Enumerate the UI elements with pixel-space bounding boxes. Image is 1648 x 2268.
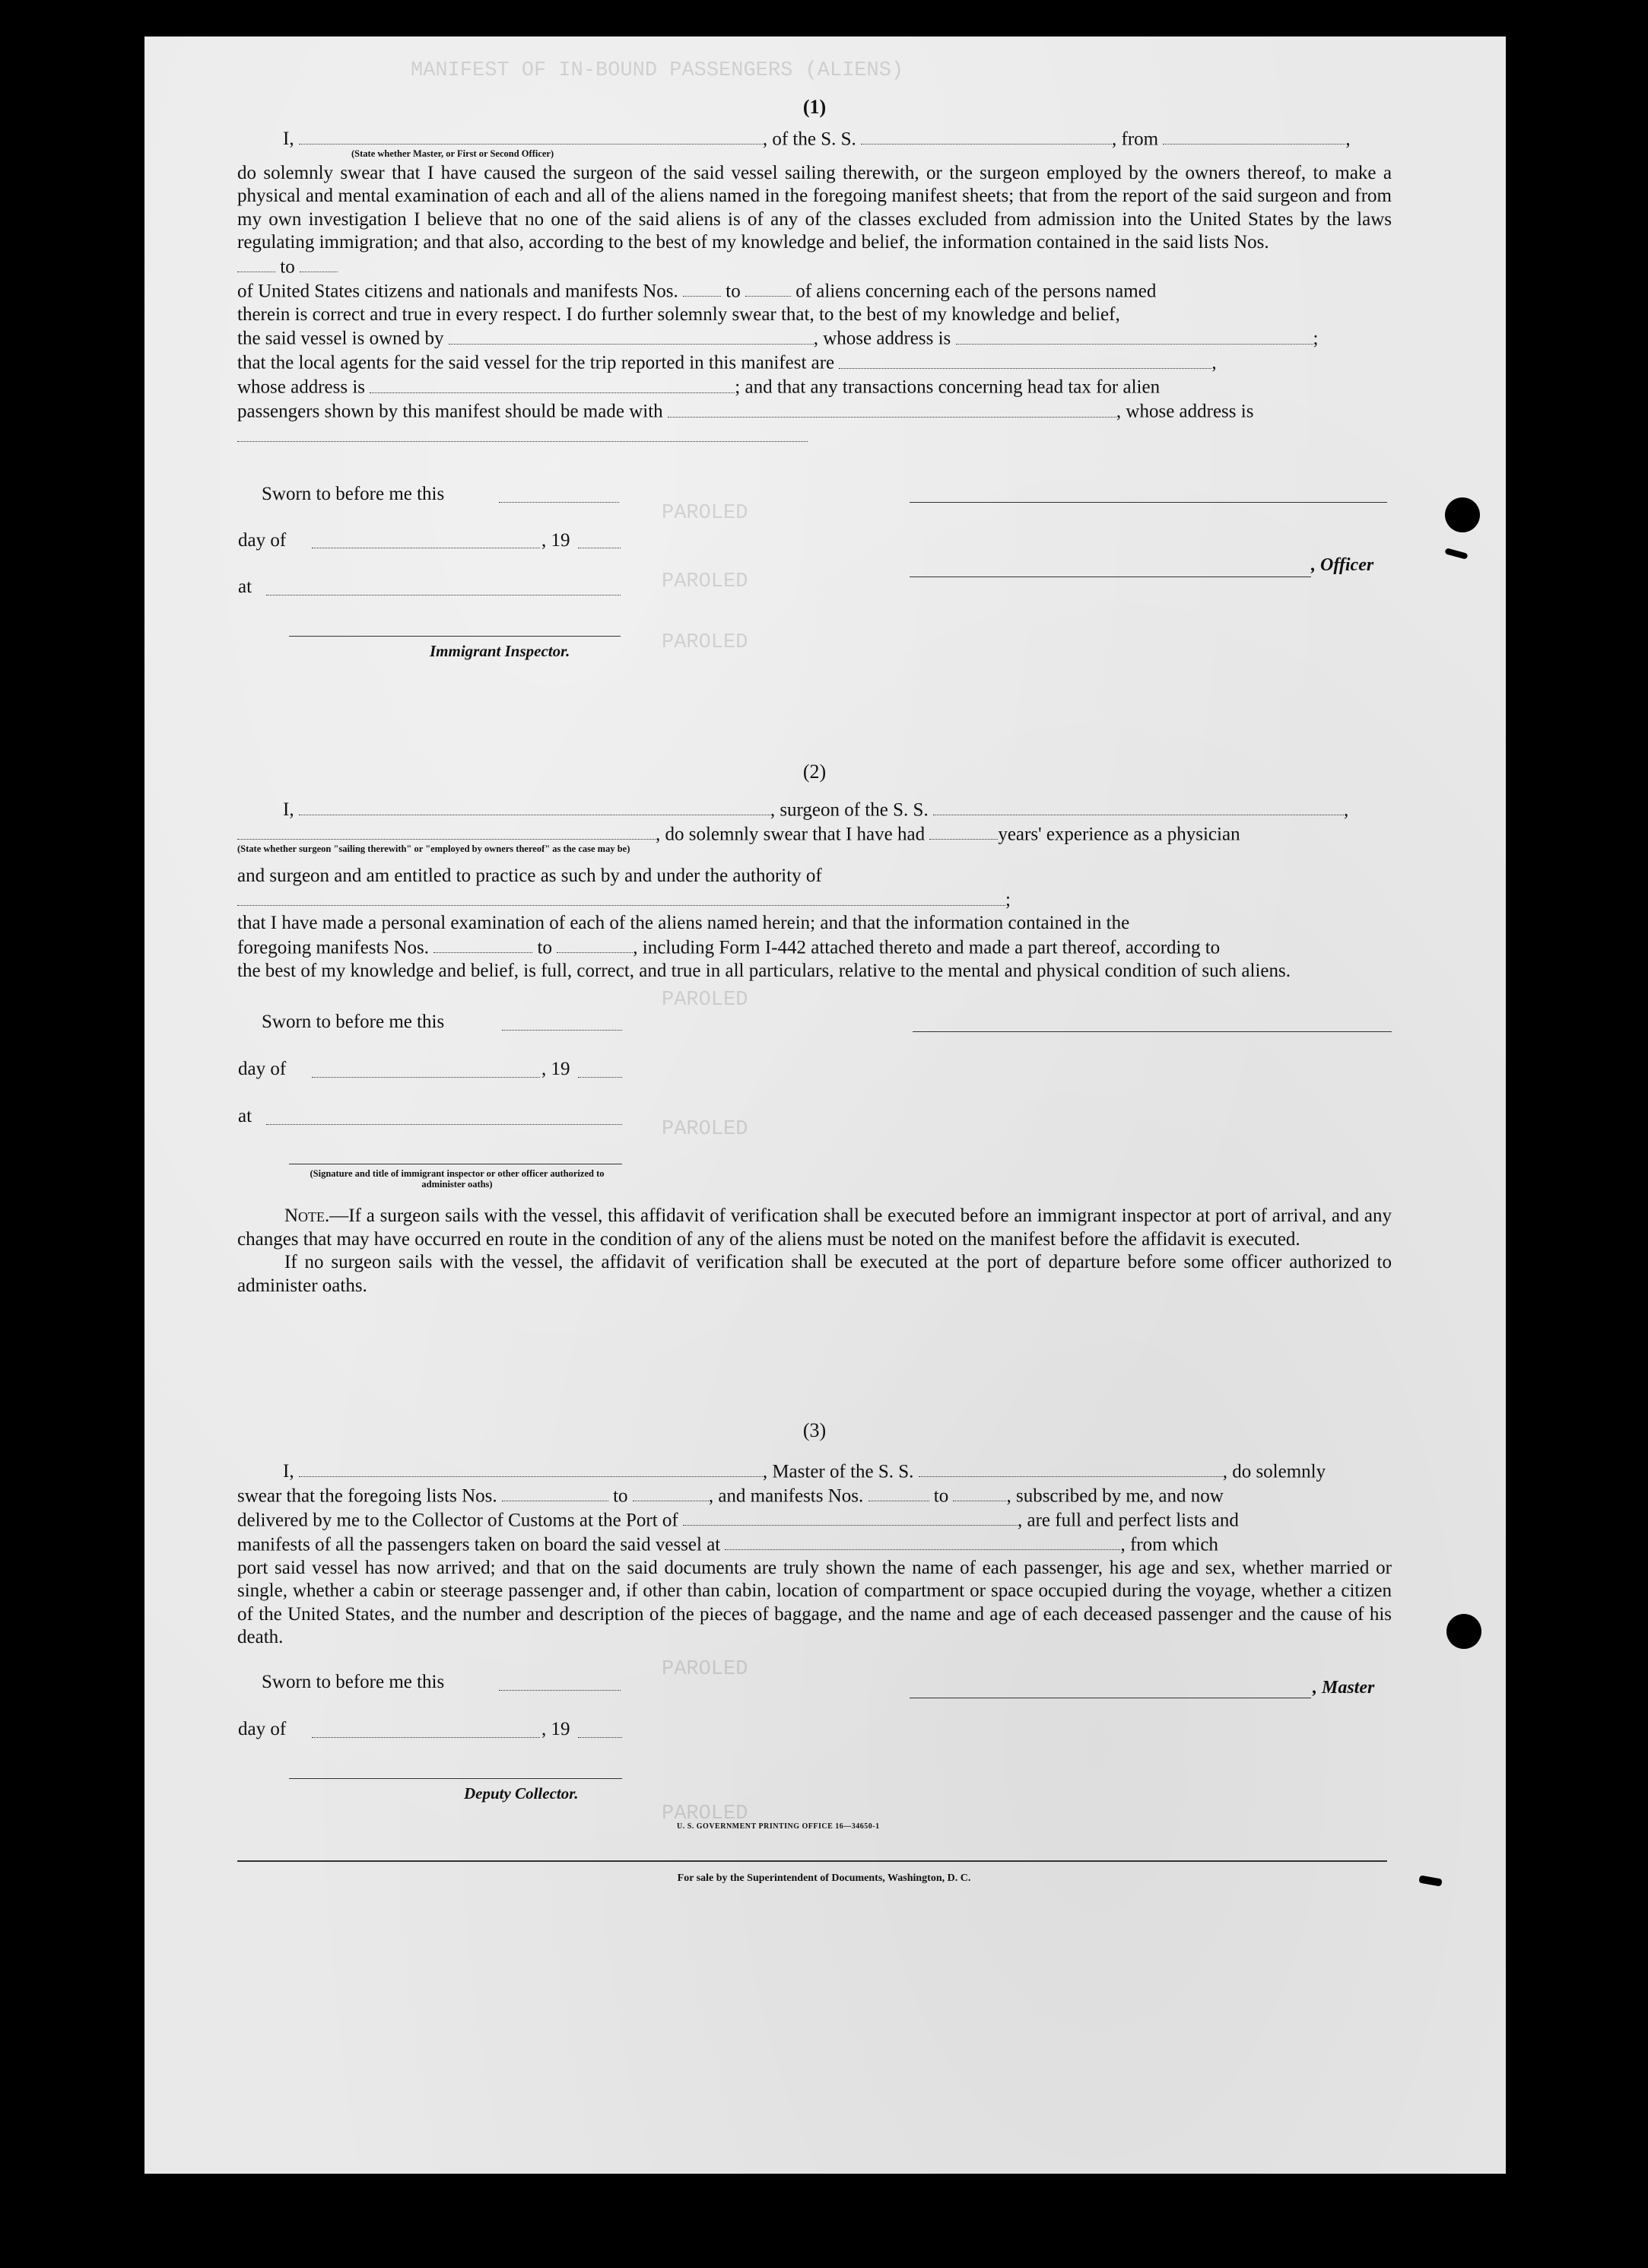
whose-address-label: whose address is [237,376,366,398]
exam-text: that I have made a personal examination of each of the aliens named herein; and that the information contained in the [237,913,1130,933]
passengers-text: passengers shown by this manifest should be made with [237,401,663,422]
surgeon-label: , surgeon of the S. S. [770,799,929,820]
note-text: —If a surgeon sails with the vessel, this affidavit of verification shall be executed before an immigrant inspector at port of arrival, and any changes that may have occurred en route in the condition of any of the aliens must be noted on the manifest before the affidavit is executed. [237,1205,1392,1250]
ghost-paroled: PAROLED [662,570,748,593]
officer-caption: , Officer [1311,555,1374,575]
pronoun: I, [283,129,294,149]
section-number: (3) [802,1419,827,1441]
master-caption: , Master [1313,1678,1375,1698]
oath-text: , subscribed by me, and now [1006,1485,1224,1506]
oath-text: manifests of all the passengers taken on board the said vessel at [237,1534,721,1555]
whose-address-label: , whose address is [1116,401,1254,422]
to-label: to [613,1485,628,1506]
inspector-note: (Signature and title of immigrant inspector or other officer authorized to administer oaths) [310,1168,605,1190]
affidavit-master: (1) I, , of the S. S. , from , (State whether Master, or First or Second Officer) do solemnly swear that I have caused the surgeon of the said vessel sailing therewith, or the surgeon employed by the owners thereof, to make a physical and mental examination of each and all of the aliens named in the foregoing manifest sheets; that from the report of the said surgeon and from my own investigation I believe that no one of the said aliens is of any of the classes excluded from admission into the United States by the laws regulating immigration; and that also, according to the best of my knowledge and belief, the information contained in the said lists Nos. to of United States citizens and nationals and manifests Nos. to of aliens concerning each of the persons named therein is correct and true in every respect. I do further solemnly swear that, to the best of my knowledge and belief, the said vessel is owned by , whose address is ; that the local agents for the said vessel for the trip reported in this manifest are , whose address is ; and that any transactions concerning head tax for alien passengers shown by this manifest should be made with , whose address is [237,96,1392,448]
punch-hole [1446,1614,1481,1649]
note-block [237,1205,1392,1298]
to-label: to [726,281,741,301]
note-label: Note. [284,1205,330,1226]
foregoing-text: foregoing manifests Nos. [237,937,430,958]
oath-text: delivered by me to the Collector of Customs at the Port of [237,1510,678,1530]
ghost-paroled: PAROLED [662,502,748,525]
oath-paragraph: do solemnly swear that I have caused the surgeon of the said vessel sailing therewith, or the surgeon employed by the owners thereof, to make a physical and mental examination of each and all of the aliens named in the foregoing manifest sheets; that from the report of the said surgeon and from my own investigation I believe that no one of the said aliens is of any of the classes excluded from admission into the United States by the laws regulating immigration; and that also, according to the best of my knowledge and belief, the information contained in the said lists Nos. [237,162,1392,253]
year-label: , 19 [541,530,570,551]
oath-paragraph: port said vessel has now arrived; and that on the said documents are truly shown the name of each passenger, his age and sex, whether married or single, whether a cabin or steerage passenger and, if other than cabin, location of compartment or space occupied during the voyage, whether a citizen of the United States, and the number and description of the pieces of baggage, and the name and age of each deceased passenger and the cause of his death. [237,1557,1392,1647]
local-agents-label: that the local agents for the said vessel for the trip reported in this manifest are [237,352,835,373]
authority-text: and surgeon and am entitled to practice as such by and under the authority of [237,865,822,886]
oath-text: , are full and perfect lists and [1018,1510,1239,1530]
surgeon-note: (State whether surgeon "sailing therewith" or "employed by owners thereof" as the case may be) [237,843,630,854]
day-of-label: day of [238,1719,287,1739]
at-label: at [238,577,252,597]
oath-text: , do solemnly [1222,1461,1326,1482]
manifests-label: , and manifests Nos. [708,1485,864,1506]
ghost-paroled: PAROLED [662,1803,748,1825]
day-of-label: day of [238,530,287,551]
sworn-label: Sworn to before me this [262,1012,445,1032]
gpo-imprint: U. S. GOVERNMENT PRINTING OFFICE 16—34650-1 [677,1822,880,1831]
ghost-paroled: PAROLED [662,631,748,654]
owned-by-label: the said vessel is owned by [237,328,444,349]
oath-text: of aliens concerning each of the persons named [795,281,1157,301]
to-label: to [537,937,552,958]
at-label: at [238,1106,252,1126]
swear-text: , do solemnly swear that I have had [656,824,926,844]
from-label: , from [1112,129,1159,149]
ghost-paroled: PAROLED [662,989,748,1012]
day-of-label: day of [238,1059,287,1079]
oath-text: of United States citizens and nationals and manifests Nos. [237,281,678,301]
note-text: If no surgeon sails with the vessel, the affidavit of verification shall be executed at the port of departure before some officer authorized to administer oaths. [237,1252,1392,1296]
affidavit-port [237,1419,1392,1650]
section-number: (1) [802,96,827,118]
year-label: , 19 [541,1719,570,1739]
to-label: to [933,1485,949,1506]
affidavit-surgeon: (2) I, , surgeon of the S. S. , , do solemnly swear that I have had years' experience as a physician (State whether surgeon "sailing therewith" or "employed by owners thereof" as the case may be) and surgeon and am entitled to practice as such by and under the authority of ; that I have made a personal examination of each of the aliens named herein; and that the information contained in the foregoing manifests Nos. to , including Form I-442 attached thereto and made a part thereof, according to the best of my knowledge and belief, is full, correct, and true in all particulars, relative to the mental and physical condition of such aliens. [237,761,1392,983]
year-label: , 19 [541,1059,570,1079]
best-knowledge-text: the best of my knowledge and belief, is full, correct, and true in all particulars, relative to the mental and physical condition of such aliens. [237,960,1291,981]
ghost-paroled: PAROLED [662,1658,748,1681]
ghost-paroled: PAROLED [662,1118,748,1141]
collector-caption: Deputy Collector. [464,1784,579,1803]
footer-note: For sale by the Superintendent of Documents, Washington, D. C. [677,1873,971,1884]
punch-hole [1445,497,1480,532]
inspector-caption: Immigrant Inspector. [430,642,570,660]
years-text: years' experience as a physician [998,824,1240,844]
head-tax-text: ; and that any transactions concerning head tax for alien [735,376,1161,398]
ghost-header: MANIFEST OF IN-BOUND PASSENGERS (ALIENS) [411,59,904,82]
pronoun: I, [283,799,294,820]
section-number: (2) [802,761,827,783]
master-label: , Master of the S. S. [762,1461,914,1482]
sworn-label: Sworn to before me this [262,484,445,504]
oath-text: swear that the foregoing lists Nos. [237,1485,497,1506]
whose-address-label: , whose address is [813,328,951,349]
officer-note: (State whether Master, or First or Second Officer) [351,148,554,159]
oath-text: therein is correct and true in every respect. I do further solemnly swear that, to the best of my knowledge and belief, [237,303,1120,325]
oath-text: , from which [1120,1534,1218,1555]
footer-divider [237,1860,1387,1862]
to-label: to [280,256,295,277]
including-text: , including Form I-442 attached thereto and made a part thereof, according to [633,937,1221,958]
pronoun: I, [283,1461,294,1482]
sworn-label: Sworn to before me this [262,1672,445,1692]
of-ss-label: , of the S. S. [762,129,856,149]
